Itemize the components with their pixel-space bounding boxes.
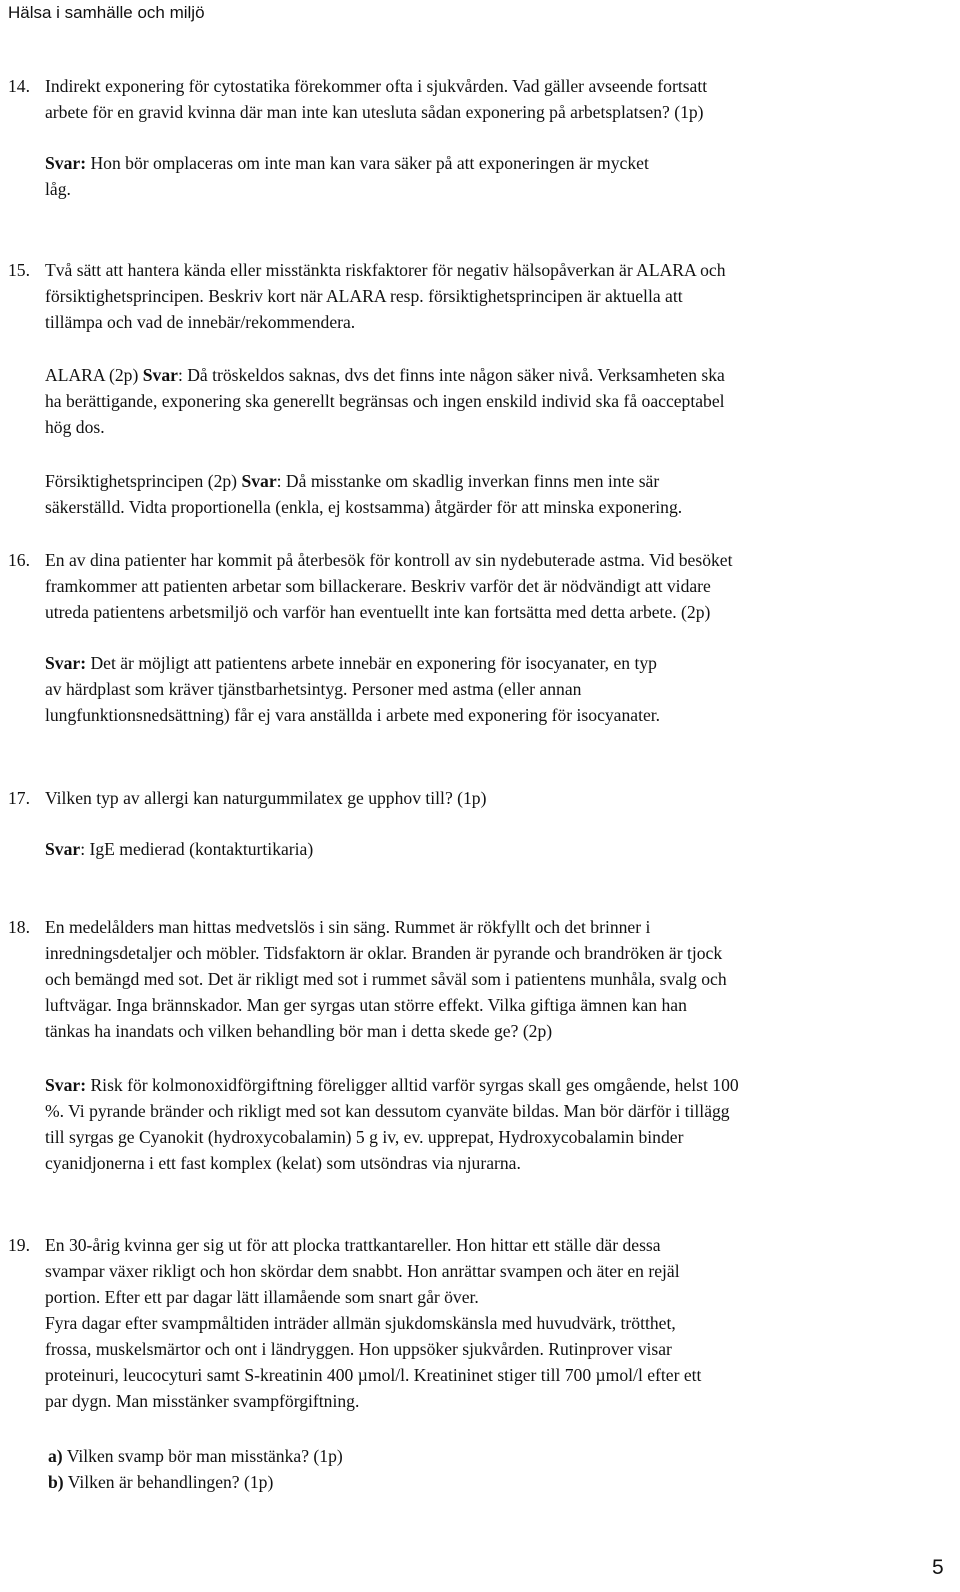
answer-line: ha berättigande, exponering ska generellt begränsas och ingen enskild individ ska få oacceptabel	[45, 391, 725, 411]
question-line: par dygn. Man misstänker svampförgiftning.	[45, 1391, 360, 1411]
question-line: svampar växer rikligt och hon skördar dem snabbt. Hon anrättar svampen och äter en rejäl	[45, 1261, 680, 1281]
answer-label: Svar:	[45, 1075, 87, 1095]
answer-label: Svar	[142, 365, 178, 385]
answer-line: %. Vi pyrande bränder och rikligt med sot kan dessutom cyanväte bildas. Man bör därför i tillägg	[45, 1101, 730, 1121]
answer-label: Svar:	[45, 153, 87, 173]
question-number: 18.	[8, 917, 30, 937]
question-line: framkommer att patienten arbetar som billackerare. Beskriv varför det är nödvändigt att vidare	[45, 576, 711, 596]
answer-line: låg.	[45, 179, 71, 199]
question-line: Fyra dagar efter svampmåltiden inträder allmän sjukdomskänsla med huvudvärk, trötthet,	[45, 1313, 676, 1333]
question-line: Två sätt att hantera kända eller misstänkta riskfaktorer för negativ hälsopåverkan är ALARA och	[45, 260, 726, 280]
question-text	[45, 914, 945, 1044]
running-header: Hälsa i samhälle och miljö	[8, 3, 205, 22]
answer-line: Svar: Det är möjligt att patientens arbete innebär en exponering för isocyanater, en typ	[45, 653, 657, 673]
question-line: utreda patientens arbetsmiljö och varför han eventuellt inte kan fortsätta med detta arbete. (2p)	[45, 602, 711, 622]
question-text	[45, 73, 945, 125]
question-number: 15.	[8, 260, 30, 280]
answer-14	[0, 150, 960, 202]
question-number: 16.	[8, 550, 30, 570]
answer-line: till syrgas ge Cyanokit (hydroxycobalamin) 5 g iv, ev. upprepat, Hydroxycobalamin binder	[45, 1127, 684, 1147]
subquestion-label: b)	[48, 1472, 64, 1492]
page-number: 5	[932, 1556, 944, 1579]
answer-line: Svar: IgE medierad (kontakturtikaria)	[45, 839, 314, 859]
answer-label: Svar	[45, 839, 81, 859]
subquestion-label: a)	[48, 1446, 63, 1466]
question-text	[45, 785, 945, 811]
answer-line: hög dos.	[45, 417, 105, 437]
question-line: inredningsdetaljer och möbler. Tidsfaktorn är oklar. Branden är pyrande och brandröken är tjock	[45, 943, 723, 963]
answer-line: av härdplast som kräver tjänstbarhetsintyg. Personer med astma (eller annan	[45, 679, 582, 699]
answer-15-forsiktighet	[0, 468, 960, 520]
question-line: Vilken typ av allergi kan naturgummilatex ge upphov till? (1p)	[45, 788, 487, 808]
answer-line: Försiktighetsprincipen (2p) Svar: Då misstanke om skadlig inverkan finns men inte sär	[45, 471, 660, 491]
question-number: 19.	[8, 1235, 30, 1255]
question-line: proteinuri, leucocyturi samt S-kreatinin 400 µmol/l. Kreatininet stiger till 700 µmol/l efter ett	[45, 1365, 702, 1385]
question-line: En 30-årig kvinna ger sig ut för att plocka trattkantareller. Hon hittar ett ställe där dessa	[45, 1235, 661, 1255]
subquestion-a: a) Vilken svamp bör man misstänka? (1p)	[48, 1446, 343, 1466]
question-line: frossa, muskelsmärtor och ont i ländryggen. Hon uppsöker sjukvården. Rutinprover visar	[45, 1339, 672, 1359]
answer-16	[0, 650, 960, 728]
answer-label: Svar:	[45, 653, 87, 673]
answer-line: Svar: Hon bör omplaceras om inte man kan vara säker på att exponeringen är mycket	[45, 153, 649, 173]
question-line: tillämpa och vad de innebär/rekommendera.	[45, 312, 356, 332]
question-line: tänkas ha inandats och vilken behandling bör man i detta skede ge? (2p)	[45, 1021, 553, 1041]
question-line: arbete för en gravid kvinna där man inte kan utesluta sådan exponering på arbetsplatsen? (1p)	[45, 102, 704, 122]
question-number: 17.	[8, 788, 30, 808]
question-text	[45, 1232, 945, 1414]
answer-line: cyanidjonerna i ett fast komplex (kelat) som utsöndras via njurarna.	[45, 1153, 521, 1173]
answer-15-alara	[0, 362, 960, 440]
question-number: 14.	[8, 76, 30, 96]
question-text	[45, 257, 945, 335]
answer-17	[0, 836, 960, 862]
answer-line: ALARA (2p) Svar: Då tröskeldos saknas, dvs det finns inte någon säker nivå. Verksamheten ska	[45, 365, 725, 385]
question-line: och bemängd med sot. Det är rikligt med sot i rummet såväl som i patientens munhåla, svalg och	[45, 969, 727, 989]
question-line: Indirekt exponering för cytostatika förekommer ofta i sjukvården. Vad gäller avseende fortsatt	[45, 76, 708, 96]
question-line: luftvägar. Inga brännskador. Man ger syrgas utan större effekt. Vilka giftiga ämnen kan han	[45, 995, 687, 1015]
answer-line: Svar: Risk för kolmonoxidförgiftning föreligger alltid varför syrgas skall ges omgående, helst 100	[45, 1075, 739, 1095]
answer-line: lungfunktionsnedsättning) får ej vara anställda i arbete med exponering för isocyanater.	[45, 705, 661, 725]
question-line: En av dina patienter har kommit på återbesök för kontroll av sin nydebuterade astma. Vid besöket	[45, 550, 733, 570]
question-line: försiktighetsprincipen. Beskriv kort när ALARA resp. försiktighetsprincipen är aktuella att	[45, 286, 683, 306]
answer-18	[0, 1072, 960, 1176]
question-text	[45, 547, 945, 625]
subquestions-19	[0, 1443, 960, 1495]
answer-line: säkerställd. Vidta proportionella (enkla, ej kostsamma) åtgärder för att minska exponering.	[45, 497, 683, 517]
subquestion-b: b) Vilken är behandlingen? (1p)	[48, 1472, 274, 1492]
question-line: En medelålders man hittas medvetslös i sin säng. Rummet är rökfyllt och det brinner i	[45, 917, 651, 937]
answer-label: Svar	[241, 471, 277, 491]
question-line: portion. Efter ett par dagar lätt illamående som snart går över.	[45, 1287, 479, 1307]
